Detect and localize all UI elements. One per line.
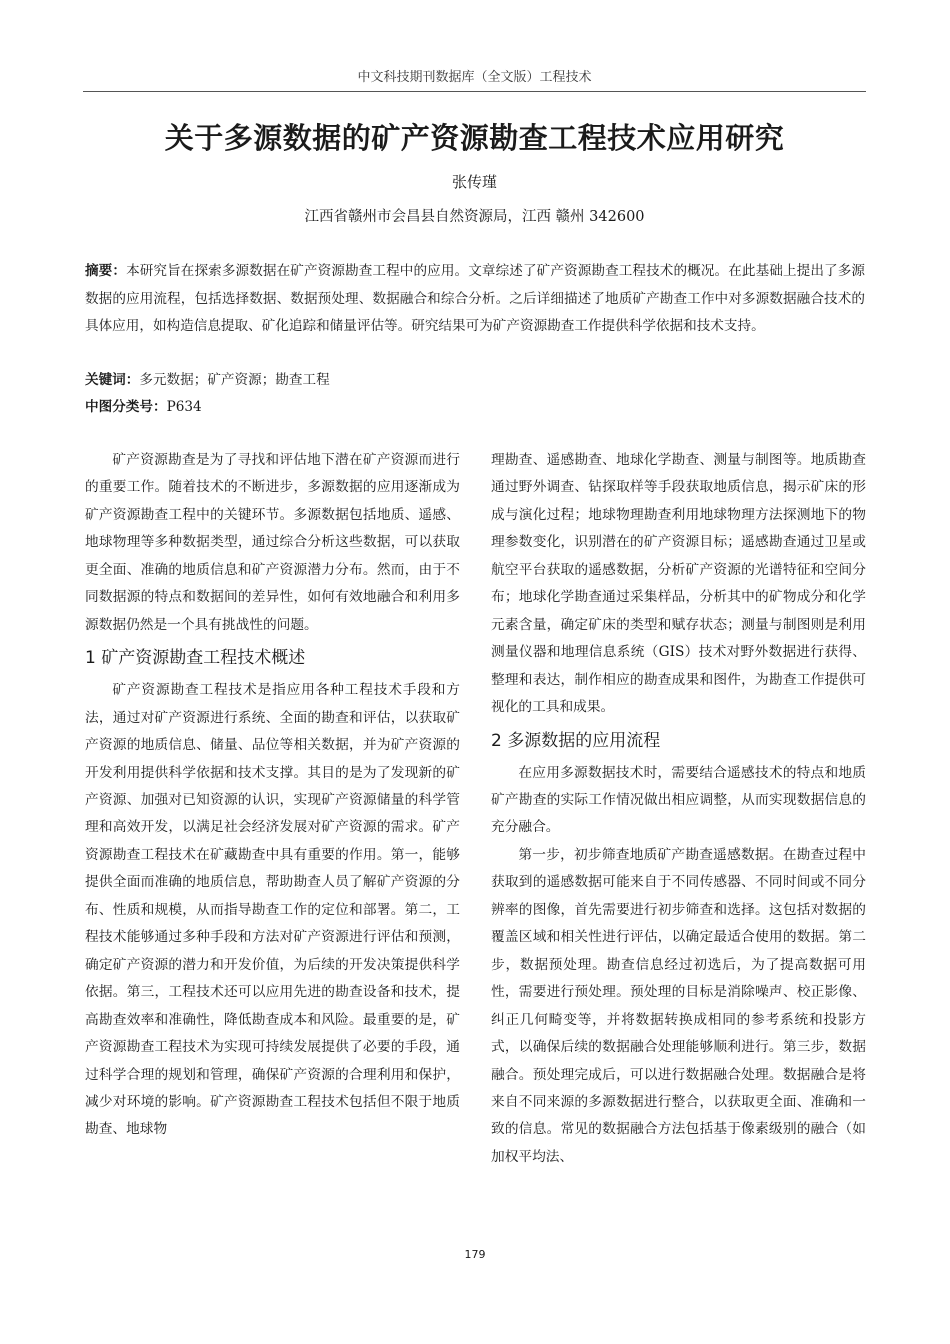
classification <box>85 394 202 421</box>
author: 张传瑾 <box>451 173 497 191</box>
section-2-paragraph-1: 在应用多源数据技术时，需要结合遥感技术的特点和地质矿产勘查的实际工作情况做出相应调整，从而实现数据信息的充分融合。 <box>491 764 866 836</box>
section-2-heading: 2 多源数据的应用流程 <box>491 730 661 751</box>
abstract-label: 摘要： <box>85 263 127 279</box>
affiliation: 江西省赣州市会昌县自然资源局，江西 赣州 342600 <box>304 209 645 225</box>
intro-paragraph: 矿产资源勘查是为了寻找和评估地下潜在矿产资源而进行的重要工作。随着技术的不断进步，多源数据的应用逐渐成为矿产资源勘查工程中的关键环节。多源数据包括地质、遥感、地球物理等多种数据类型，通过综合分析这些数据，可以获取更全面、准确的地质信息和矿产资源潜力分布。然而，由于不同数据源的特点和数据间的差异性，如何有效地融合和利用多源数据仍然是一个具有挑战性的问题。 <box>85 452 460 633</box>
keywords-label: 关键词： <box>85 372 140 388</box>
left-column <box>85 447 460 1144</box>
classification-label: 中图分类号： <box>85 399 167 415</box>
section-1-heading: 1 矿产资源勘查工程技术概述 <box>85 648 306 669</box>
abstract <box>85 258 865 341</box>
section-2-paragraph-2: 第一步，初步筛查地质矿产勘查遥感数据。在勘查过程中获取到的遥感数据可能来自于不同传感器、不同时间或不同分辨率的图像，首先需要进行初步筛查和选择。这包括对数据的覆盖区域和相关性进行评估，以确定最适合使用的数据。第二步，数据预处理。勘查信息经过初选后，为了提高数据可用性，需要进行预处理。预处理的目标是消除噪声、校正影像、纠正几何畸变等，并将数据转换成相同的参考系统和投影方式，以确保后续的数据融合处理能够顺利进行。第三步，数据融合。预处理完成后，可以进行数据融合处理。数据融合是将来自不同来源的多源数据进行整合，以获取更全面、准确和一致的信息。常见的数据融合方法包括基于像素级别的融合（如加权平均法、 <box>491 846 866 1165</box>
section-1-continued-paragraph: 理勘查、遥感勘查、地球化学勘查、测量与制图等。地质勘查通过野外调查、钻探取样等手段获取地质信息，揭示矿床的形成与演化过程；地球物理勘查利用地球物理方法探测地下的物理参数变化，识别潜在的矿产资源目标；遥感勘查通过卫星或航空平台获取的遥感数据，分析矿产资源的光谱特征和空间分布；地球化学勘查通过采集样品，分析其中的矿物成分和化学元素含量，确定矿床的类型和赋存状态；测量与制图则是利用测量仪器和地理信息系统（GIS）技术对野外数据进行获得、整理和表达，制作相应的勘查成果和图件，为勘查工作提供可视化的工具和成果。 <box>491 452 866 716</box>
page-number: 179 <box>464 1248 486 1261</box>
abstract-text: 本研究旨在探索多源数据在矿产资源勘查工程中的应用。文章综述了矿产资源勘查工程技术的概况。在此基础上提出了多源数据的应用流程，包括选择数据、数据预处理、数据融合和综合分析。之后详细描述了地质矿产勘查工作中对多源数据融合技术的具体应用，如构造信息提取、矿化追踪和储量评估等。研究结果可为矿产资源勘查工作提供科学依据和技术支持。 <box>85 263 866 334</box>
right-column <box>491 447 866 1171</box>
running-head: 中文科技期刊数据库（全文版）工程技术 <box>83 66 866 92</box>
classification-text: P634 <box>166 399 202 415</box>
paper-title: 关于多源数据的矿产资源勘查工程技术应用研究 <box>164 121 785 155</box>
section-1-paragraph: 矿产资源勘查工程技术是指应用各种工程技术手段和方法，通过对矿产资源进行系统、全面的勘查和评估，以获取矿产资源的地质信息、储量、品位等相关数据，并为矿产资源的开发利用提供科学依据和技术支撑。其目的是为了发现新的矿产资源、加强对已知资源的认识，实现矿产资源储量的科学管理和高效开发，以满足社会经济发展对矿产资源的需求。矿产资源勘查工程技术在矿藏勘查中具有重要的作用。第一，能够提供全面而准确的地质信息，帮助勘查人员了解矿产资源的分布、性质和规模，从而指导勘查工作的定位和部署。第二，工程技术能够通过多种手段和方法对矿产资源进行评估和预测，确定矿产资源的潜力和开发价值，为后续的开发决策提供科学依据。第三，工程技术还可以应用先进的勘查设备和技术，提高勘查效率和准确性，降低勘查成本和风险。最重要的是，矿产资源勘查工程技术为实现可持续发展提供了必要的手段，通过科学合理的规划和管理，确保矿产资源的合理利用和保护，减少对环境的影响。矿产资源勘查工程技术包括但不限于地质勘查、地球物 <box>85 682 460 1138</box>
keywords <box>85 367 330 394</box>
keywords-text: 多元数据；矿产资源；勘查工程 <box>139 372 330 388</box>
